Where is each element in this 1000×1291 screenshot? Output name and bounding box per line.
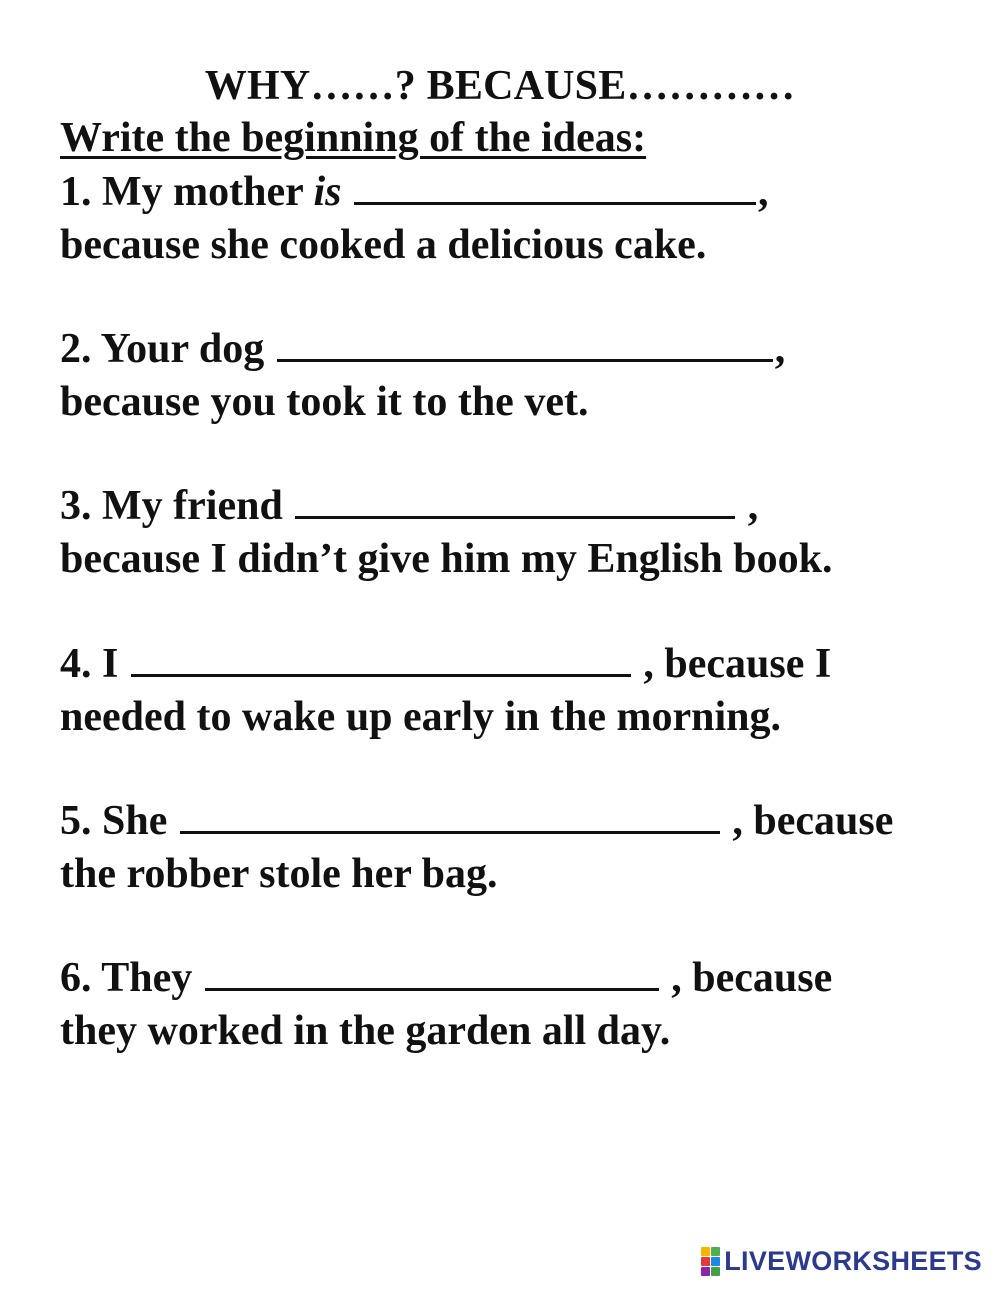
- item-number: 4.: [60, 641, 92, 687]
- answer-blank-6[interactable]: [205, 954, 659, 991]
- item-prefix: My mother: [102, 169, 314, 215]
- item-prefix: She: [102, 798, 168, 844]
- item-continuation: because I didn’t give him my English book.: [60, 536, 833, 582]
- exercise-item-5: [60, 795, 960, 901]
- item-number: 3.: [60, 483, 92, 529]
- item-prefix-italic: is: [313, 169, 342, 215]
- item-number: 2.: [60, 326, 92, 372]
- answer-blank-1[interactable]: [354, 168, 756, 205]
- exercise-item-3: [60, 480, 960, 586]
- answer-blank-2[interactable]: [277, 325, 773, 362]
- exercise-line: [60, 480, 960, 533]
- answer-blank-5[interactable]: [180, 797, 720, 834]
- logo-block: [711, 1267, 720, 1276]
- item-suffix: , because I: [632, 641, 832, 687]
- exercise-item-2: [60, 323, 960, 429]
- logo-text: LIVEWORKSHEETS: [724, 1246, 982, 1276]
- item-continuation: they worked in the garden all day.: [60, 1008, 671, 1054]
- liveworksheets-logo-icon: [701, 1247, 720, 1276]
- exercise-line: [60, 166, 960, 219]
- item-suffix: ,: [737, 483, 759, 529]
- item-suffix: ,: [774, 326, 786, 372]
- logo-block: [701, 1257, 710, 1266]
- item-continuation: because you took it to the vet.: [60, 379, 589, 425]
- logo-block: [711, 1247, 720, 1256]
- item-continuation: needed to wake up early in the morning.: [60, 694, 782, 740]
- item-number: 5.: [60, 798, 92, 844]
- answer-blank-3[interactable]: [295, 482, 735, 519]
- exercise-line: [60, 795, 960, 848]
- item-number: 6.: [60, 955, 92, 1001]
- item-prefix: I: [102, 641, 119, 687]
- exercise-item-6: [60, 952, 960, 1058]
- item-suffix: ,: [758, 169, 769, 215]
- exercise-line: [60, 952, 960, 1005]
- logo-block: [701, 1247, 710, 1256]
- exercise-line: [60, 638, 960, 691]
- exercise-item-4: [60, 638, 960, 744]
- item-prefix: My friend: [102, 483, 283, 529]
- item-number: 1.: [60, 169, 92, 215]
- item-prefix: Your dog: [100, 326, 265, 372]
- page-title: WHY……? BECAUSE…………: [204, 63, 796, 109]
- item-continuation: the robber stole her bag.: [60, 851, 498, 897]
- item-suffix: , because: [660, 955, 833, 1001]
- logo-block: [711, 1257, 720, 1266]
- exercise-line: [60, 323, 960, 376]
- item-continuation: because she cooked a delicious cake.: [60, 222, 707, 268]
- item-suffix: , because: [721, 798, 894, 844]
- logo-block: [701, 1267, 710, 1276]
- answer-blank-4[interactable]: [131, 640, 631, 677]
- exercise-item-1: [60, 166, 960, 272]
- item-prefix: They: [101, 955, 193, 1001]
- instructions-heading: Write the beginning of the ideas:: [60, 115, 647, 161]
- liveworksheets-logo: [701, 1246, 982, 1277]
